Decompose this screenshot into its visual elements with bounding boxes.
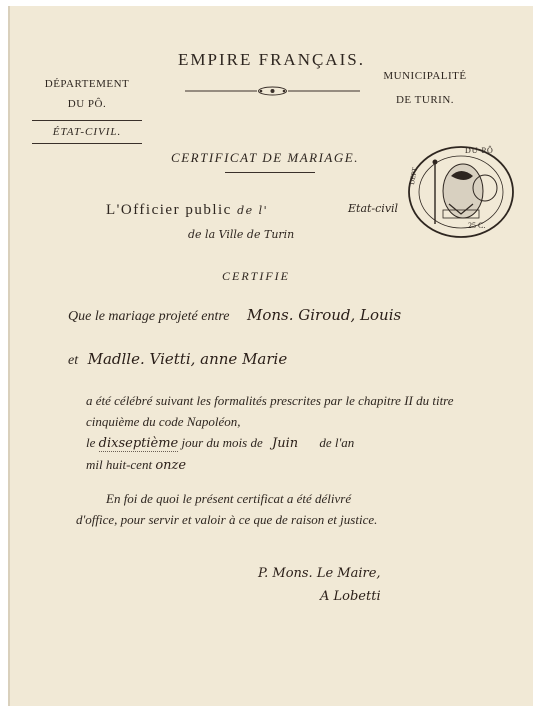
bride-name: Madlle. Vietti, anne Marie xyxy=(87,350,288,368)
rule-left-top xyxy=(32,120,142,121)
civil-status-label: ÉTAT-CIVIL. xyxy=(52,126,122,138)
label-jour-du-mois: jour du mois de xyxy=(181,435,263,450)
tax-stamp-seal xyxy=(405,144,517,240)
celebration-paragraph xyxy=(86,390,506,476)
attestation-line1: En foi de quoi le présent certificat a été délivré xyxy=(106,491,352,506)
day-handwritten: dixseptième xyxy=(98,436,179,451)
celebration-text: a été célébré suivant les formalités prescrites par le chapitre II du titre cinquième du code Napoléon, xyxy=(86,393,454,429)
label-le: le xyxy=(86,435,96,450)
certifie-heading: CERTIFIE xyxy=(222,269,290,283)
department-name: DU PÔ. xyxy=(67,98,107,110)
bride-line xyxy=(68,350,287,369)
stamp-value: 25 C. xyxy=(468,221,486,230)
month-handwritten: Juin xyxy=(271,436,299,451)
officer-suffix: de l' xyxy=(237,204,269,217)
department-label: DÉPARTEMENT xyxy=(44,78,130,90)
municipality-name: DE TURIN. xyxy=(395,94,455,106)
conjunction-et: et xyxy=(68,353,79,368)
rule-left-bottom xyxy=(32,143,142,144)
label-mil-huit-cent: mil huit-cent xyxy=(86,457,153,472)
signature-mayor: P. Mons. Le Maire, xyxy=(258,566,381,581)
officer-handwritten-etat-civil: Etat-civil xyxy=(348,202,399,215)
stamp-text-top: DU PÔ xyxy=(465,146,494,155)
certificate-paper xyxy=(8,6,533,706)
ornament-divider xyxy=(185,84,360,98)
officer-city: de la Ville de Turin xyxy=(188,228,295,241)
officer-heading xyxy=(106,202,268,219)
empire-heading: EMPIRE FRANÇAIS. xyxy=(178,50,365,69)
groom-name: Mons. Giroud, Louis xyxy=(246,306,402,324)
municipality-label: MUNICIPALITÉ xyxy=(383,70,467,82)
stamp-text-left: DEPT xyxy=(408,166,419,186)
signature-name: A Lobetti xyxy=(320,589,381,604)
attestation-line2: d'office, pour servir et valoir à ce que de raison et justice. xyxy=(76,512,378,527)
marriage-intro-line xyxy=(68,306,401,325)
certificate-title: CERTIFICAT DE MARIAGE. xyxy=(171,150,359,165)
label-de-lan: de l'an xyxy=(319,435,355,450)
officer-title: L'Officier public xyxy=(106,202,232,218)
title-underline xyxy=(225,172,315,173)
year-handwritten: onze xyxy=(155,458,187,473)
marriage-intro: Que le mariage projeté entre xyxy=(68,309,230,324)
